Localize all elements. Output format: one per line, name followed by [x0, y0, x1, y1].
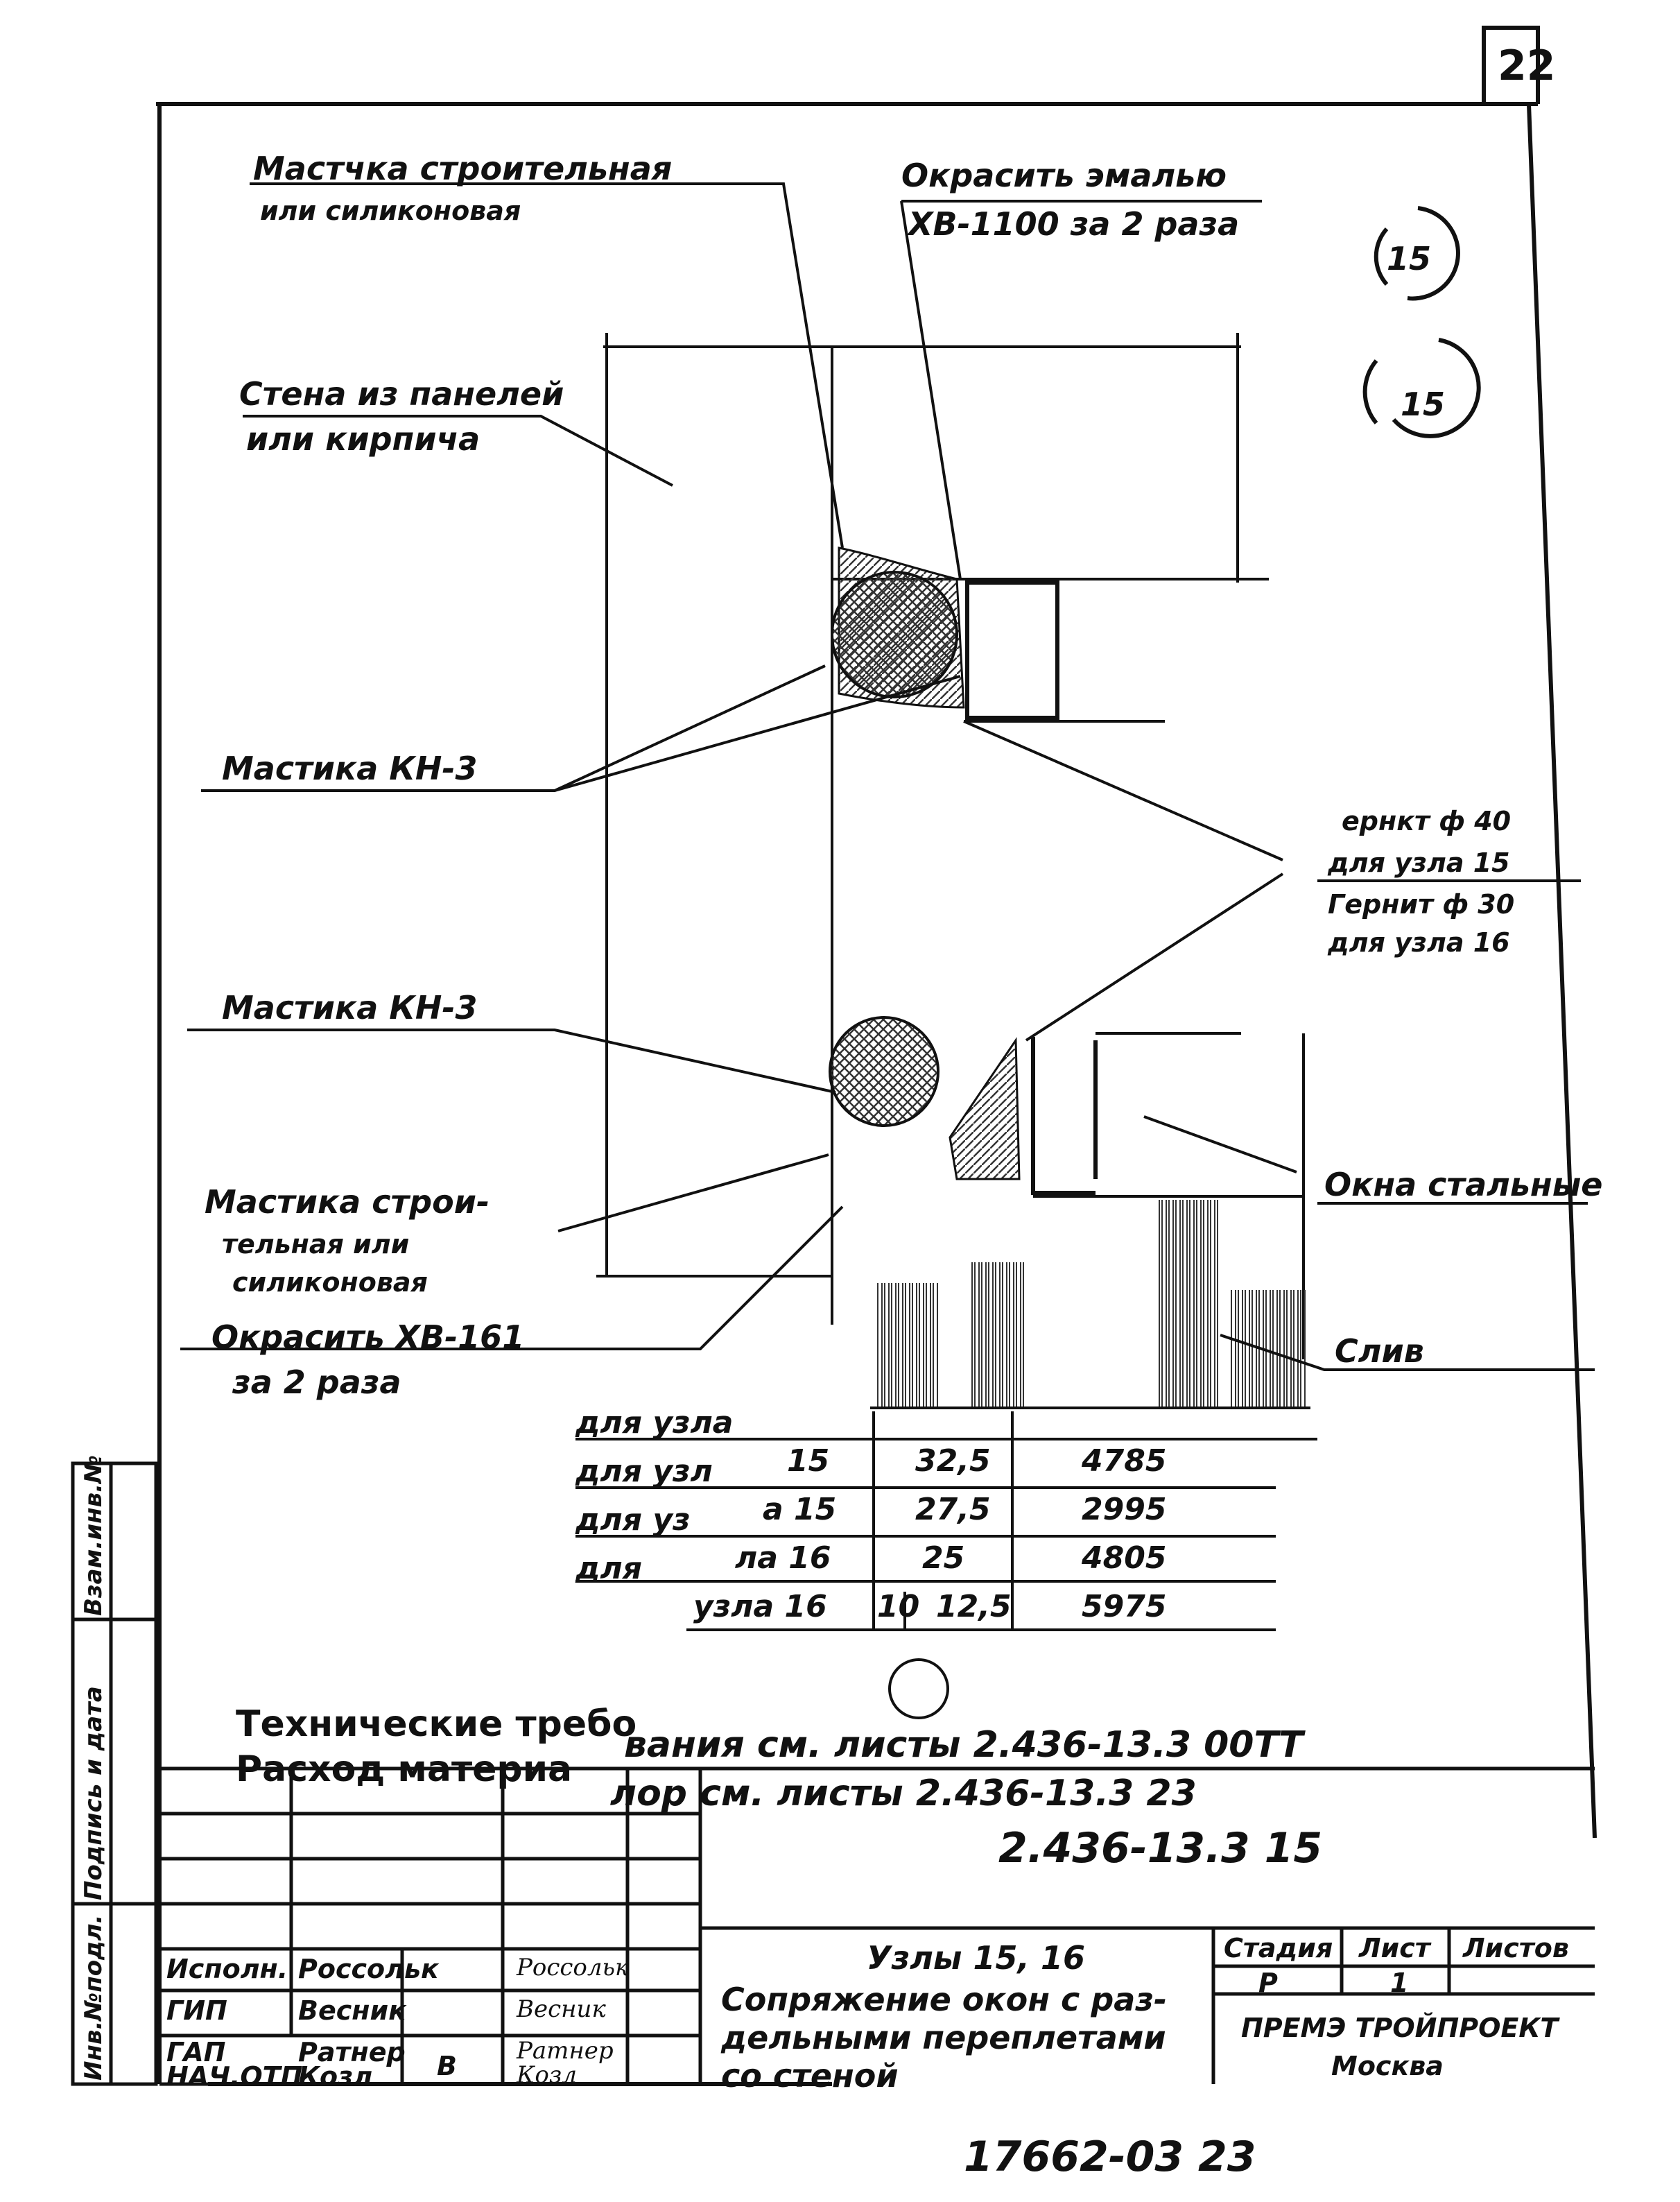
callout-wall-line2: или кирпича: [246, 420, 480, 458]
table-row-value-c: 4785: [1082, 1443, 1167, 1479]
sheet-label: Лист: [1359, 1933, 1430, 1963]
table-row-value-b: 25: [922, 1540, 965, 1576]
callout-mastic-kn3-bottom: Мастика КН-3: [222, 989, 478, 1026]
organization-line2: Москва: [1331, 2051, 1444, 2081]
callout-mastic-kn3-top: Мастика КН-3: [222, 750, 478, 787]
table-row-value-b: 32,5: [915, 1443, 991, 1479]
role-label: НАЧ.ОТП: [166, 2061, 303, 2092]
note-tech-requirements: Технические требо: [236, 1703, 637, 1745]
stage-value: Р: [1258, 1968, 1278, 1998]
table-row-value-c: 2995: [1082, 1492, 1167, 1527]
role-name: Весник: [298, 1995, 406, 2026]
sheets-label: Листов: [1463, 1933, 1569, 1963]
callout-mastic-construction-top-line2: или силиконовая: [260, 196, 521, 226]
role-label: ГИП: [166, 1995, 227, 2026]
callout-gernit-line3: Гернит ф 30: [1328, 889, 1515, 920]
signature: Ратнер: [517, 2037, 614, 2065]
node-marker-label-bottom: 15: [1401, 386, 1446, 423]
drain-hatching: [870, 1200, 1310, 1408]
signature: Весник: [517, 1995, 606, 2023]
table-row-node: узла 16: [693, 1589, 827, 1624]
table-row-label: для: [575, 1551, 643, 1586]
stage-label: Стадия: [1224, 1933, 1333, 1963]
bottom-number: 17662-03 23: [964, 2133, 1256, 2181]
side-stamp-label: Инв.№подл.: [80, 1914, 107, 2081]
table-row-node: а 15: [763, 1492, 837, 1527]
table-row-value-c: 5975: [1082, 1589, 1167, 1624]
table-row-node: 15: [787, 1443, 830, 1479]
role-name: Россольк: [298, 1954, 439, 1984]
table-row-label: для уз: [575, 1502, 691, 1538]
table-row-value-b: 12,5: [936, 1589, 1012, 1624]
table-row-node: ла 16: [735, 1540, 831, 1576]
page-number: 22: [1498, 42, 1556, 90]
organization-line1: ПРЕМЭ ТРОЙПРОЕКТ: [1241, 2013, 1559, 2043]
sheet-value: 1: [1390, 1968, 1409, 1998]
callout-gernit-line1: ернкт ф 40: [1342, 806, 1512, 836]
note-tech-requirements-ref: вания см. листы 2.436-13.3 00ТТ: [624, 1724, 1304, 1766]
table-row-value-b: 27,5: [915, 1492, 991, 1527]
callout-mastic-construction-top-line1: Мастчка строительная: [253, 150, 673, 187]
side-stamp-label: Подпись и дата: [80, 1686, 107, 1900]
role-label: Исполн.: [166, 1954, 288, 1984]
title-line2: Сопряжение окон с раз-: [721, 1981, 1168, 2018]
role-name: Козл: [298, 2061, 373, 2092]
misc-cell: В: [437, 2051, 457, 2081]
callout-mastic-construction-bottom-line2: тельная или: [222, 1229, 410, 1259]
callout-mastic-construction-bottom-line3: силиконовая: [232, 1267, 428, 1298]
table-row-label: для узла: [575, 1405, 734, 1440]
note-materials-ref: лор см. листы 2.436-13.3 23: [610, 1773, 1197, 1814]
callout-windows-steel: Окна стальные: [1324, 1166, 1603, 1203]
table-row-value-c: 4805: [1082, 1540, 1167, 1576]
callout-gernit-line4: для узла 16: [1328, 927, 1510, 958]
title-line4: со стеной: [721, 2057, 899, 2095]
callout-mastic-construction-bottom-line1: Мастика стрoи-: [205, 1183, 490, 1221]
role-label: ГАП: [166, 2037, 226, 2067]
title-line3: дельными переплетами: [721, 2019, 1166, 2056]
node-marker-label-top: 15: [1387, 240, 1432, 277]
signature: Козл: [517, 2061, 577, 2089]
callout-wall-line1: Стена из панелей: [239, 375, 564, 413]
callout-paint-xb161-line1: Окрасить ХВ-161: [211, 1318, 525, 1356]
signature: Россольк: [517, 1954, 630, 1981]
table-row-label: для узл: [575, 1454, 713, 1489]
title-line1: Узлы 15, 16: [867, 1939, 1086, 1977]
note-materials: Расход материа: [236, 1748, 573, 1790]
table-row-value-a: 10: [877, 1589, 920, 1624]
side-stamp-label: Взам.инв.№: [80, 1455, 107, 1616]
callout-paint-enamel-line2: ХВ-1100 за 2 раза: [908, 205, 1240, 243]
callout-paint-enamel-line1: Окрасить эмалью: [901, 157, 1227, 194]
callout-gernit-line2: для узла 15: [1328, 848, 1510, 878]
wall-outline: [596, 333, 1248, 1325]
callout-paint-xb161-line2: за 2 раза: [232, 1364, 401, 1401]
document-code: 2.436-13.3 15: [998, 1824, 1323, 1873]
callout-drain: Слив: [1335, 1332, 1424, 1370]
role-name: Ратнер: [298, 2037, 406, 2067]
